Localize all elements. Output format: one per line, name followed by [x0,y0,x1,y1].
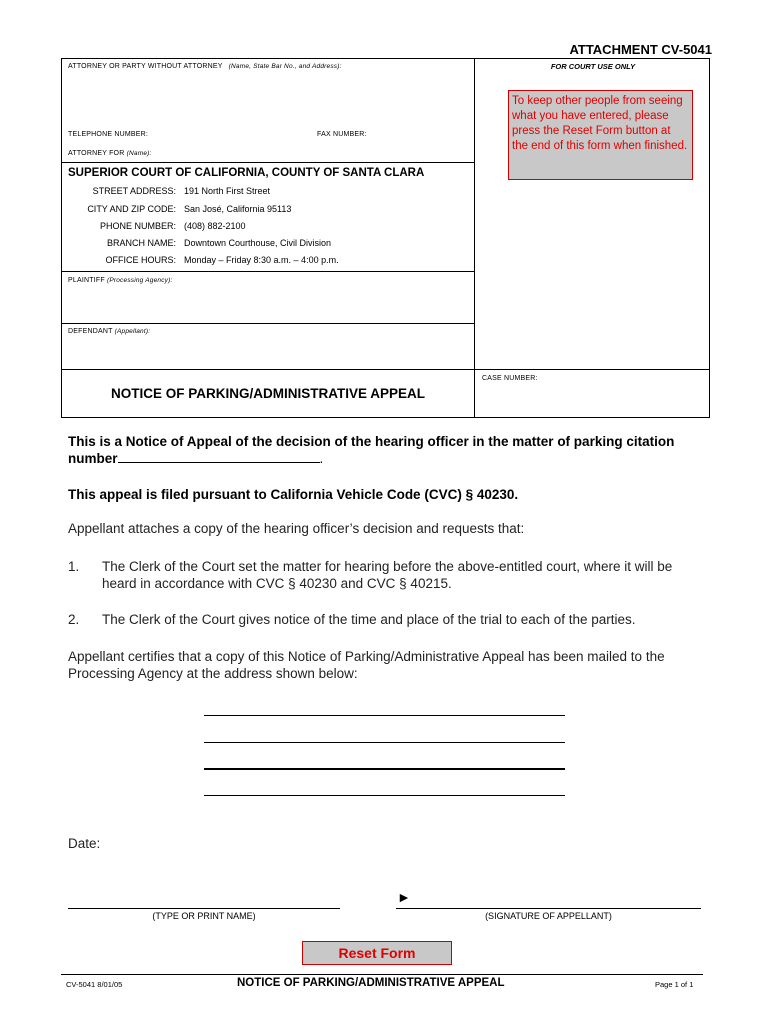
court-row [64,238,331,248]
court-row-value: 191 North First Street [184,186,271,196]
court-row-value: Downtown Courthouse, Civil Division [184,238,332,248]
form-title: NOTICE OF PARKING/ADMINISTRATIVE APPEAL [110,386,425,401]
defendant-label: DEFENDANT (Appellant): [68,328,151,335]
certifies-paragraph: Appellant certifies that a copy of this Notice of Parking/Administrative Appeal has been mailed to the Processing Agency at the address shown below: [68,649,665,681]
court-use-label: FOR COURT USE ONLY [550,62,636,71]
address-line-3[interactable] [204,768,565,770]
attachment-title: ATTACHMENT CV-5041 [569,42,712,57]
arrow-icon: ► [397,889,411,905]
court-row-value: (408) 882-2100 [184,221,246,231]
plaintiff-label: PLAINTIFF (Processing Agency): [68,277,173,284]
address-line-4[interactable] [204,795,565,796]
citation-number-blank[interactable] [118,451,320,463]
court-row-value: Monday – Friday 8:30 a.m. – 4:00 p.m. [184,255,339,265]
court-row-label: BRANCH NAME: [106,238,176,248]
court-row-label: PHONE NUMBER: [99,221,176,231]
address-line-2[interactable] [204,742,565,743]
type-name-label: (TYPE OR PRINT NAME) [152,911,256,921]
address-line-1[interactable] [204,715,565,716]
case-number-label: CASE NUMBER: [482,375,538,382]
court-row [64,221,246,231]
court-row-label: CITY AND ZIP CODE: [87,204,176,214]
attorney-for-label: ATTORNEY FOR (Name): [68,150,152,157]
pursuant-paragraph: This appeal is filed pursuant to California Vehicle Code (CVC) § 40230. [68,487,519,502]
court-row [64,186,270,196]
date-label: Date: [68,836,101,851]
page-number: Page 1 of 1 [655,980,694,989]
fax-label: FAX NUMBER: [317,131,367,138]
signature-label: (SIGNATURE OF APPELLANT) [485,911,612,921]
item-1-text: The Clerk of the Court set the matter for hearing before the above-entitled court, where it will be heard in accordance with CVC § 40230 and CVC § 40215. [102,559,673,591]
reset-form-button[interactable]: Reset Form [302,941,452,965]
court-row-label: OFFICE HOURS: [105,255,176,265]
court-row [64,255,339,265]
telephone-label: TELEPHONE NUMBER: [68,131,149,138]
court-row-label: STREET ADDRESS: [92,186,176,196]
privacy-notice-box: To keep other people from seeing what you have entered, please press the Reset Form button at the end of this form when finished. [508,90,693,180]
attorney-label: ATTORNEY OR PARTY WITHOUT ATTORNEY (Name, State Bar No., and Address): [68,63,342,70]
court-row-value: San José, California 95113 [184,204,292,214]
item-2-text: The Clerk of the Court gives notice of the time and place of the trial to each of the parties. [102,612,636,627]
item-2-number: 2. [68,612,80,627]
court-row [64,204,291,214]
item-1-number: 1. [68,559,80,574]
name-line[interactable] [68,908,340,909]
footer-title: NOTICE OF PARKING/ADMINISTRATIVE APPEAL [237,977,505,989]
signature-line[interactable] [396,908,701,909]
court-name: SUPERIOR COURT OF CALIFORNIA, COUNTY OF SANTA CLARA [68,167,425,179]
attaches-paragraph: Appellant attaches a copy of the hearing officer’s decision and requests that: [68,521,525,536]
appeal-paragraph: This is a Notice of Appeal of the decision of the hearing officer in the matter of parking citation number . [68,434,675,466]
form-code: CV-5041 8/01/05 [66,980,123,989]
